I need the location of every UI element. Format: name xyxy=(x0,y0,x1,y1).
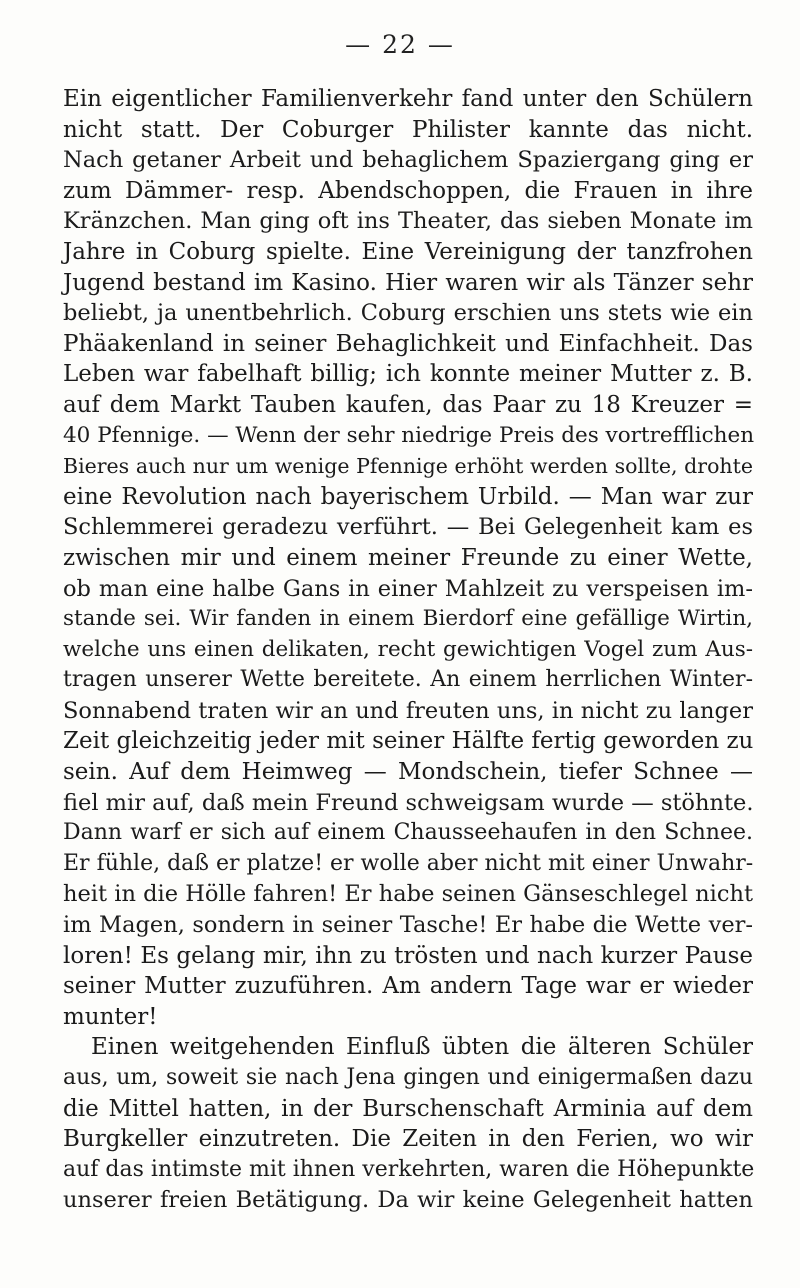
text-line: Sonnabend traten wir an und freuten uns, in nicht zu langer xyxy=(63,697,753,724)
text-line: Burgkeller einzutreten. Die Zeiten in den Ferien, wo wir xyxy=(63,1126,753,1153)
text-line: aus, um, soweit sie nach Jena gingen und einigermaßen dazu xyxy=(63,1065,753,1090)
text-line-paragraph-end: munter! xyxy=(63,1003,158,1030)
text-line: die Mittel hatten, in der Burschenschaft Arminia auf dem xyxy=(63,1095,753,1122)
text-line: Nach getaner Arbeit und behaglichem Spaziergang ging er xyxy=(63,147,753,174)
text-line: auf das intimste mit ihnen verkehrten, waren die Höhepunkte xyxy=(63,1156,755,1182)
text-line-paragraph-start: Einen weitgehenden Einfluß übten die älteren Schüler xyxy=(91,1034,753,1061)
text-line: Leben war fabelhaft billig; ich konnte meiner Mutter z. B. xyxy=(63,361,753,388)
text-line: sein. Auf dem Heimweg — Mondschein, tiefer Schnee — xyxy=(63,759,753,786)
text-line: Schlemmerei geradezu verführt. — Bei Gelegenheit kam es xyxy=(63,514,753,541)
text-line: stande sei. Wir fanden in einem Bierdorf eine gefällige Wirtin, xyxy=(63,606,753,632)
text-line: loren! Es gelang mir, ihn zu trösten und nach kurzer Pause xyxy=(63,942,753,969)
body-text xyxy=(63,84,753,1216)
text-line: nicht statt. Der Coburger Philister kannte das nicht. xyxy=(63,116,753,143)
text-line: Zeit gleichzeitig jeder mit seiner Hälfte fertig geworden zu xyxy=(63,728,754,755)
page-number: — 22 — xyxy=(345,30,455,59)
text-line: seiner Mutter zuzuführen. Am andern Tage war er wieder xyxy=(63,973,753,1000)
text-line: zwischen mir und einem meiner Freunde zu einer Wette, xyxy=(63,544,753,571)
text-line: eine Revolution nach bayerischem Urbild. — Man war zur xyxy=(63,483,753,510)
text-line: fiel mir auf, daß mein Freund schweigsam wurde — stöhnte. xyxy=(63,789,754,816)
text-line: unserer freien Betätigung. Da wir keine Gelegenheit hatten xyxy=(63,1187,753,1214)
text-line: 40 Pfennige. — Wenn der sehr niedrige Preis des vortrefflichen xyxy=(63,422,755,448)
text-line: zum Dämmer- resp. Abendschoppen, die Frauen in ihre xyxy=(63,177,753,204)
text-line: Bieres auch nur um wenige Pfennige erhöht werden sollte, drohte xyxy=(63,454,753,479)
text-line: auf dem Markt Tauben kaufen, das Paar zu 18 Kreuzer = xyxy=(63,391,753,418)
text-line: ob man eine halbe Gans in einer Mahlzeit zu verspeisen im- xyxy=(63,575,753,602)
text-line: Jugend bestand im Kasino. Hier waren wir als Tänzer sehr xyxy=(63,269,753,296)
text-line: welche uns einen delikaten, recht gewichtigen Vogel zum Aus- xyxy=(63,636,753,662)
text-line: Jahre in Coburg spielte. Eine Vereinigung der tanzfrohen xyxy=(63,238,753,265)
text-line: Phäakenland in seiner Behaglichkeit und Einfachheit. Das xyxy=(63,330,753,357)
text-line: Er fühle, daß er platze! er wolle aber nicht mit einer Unwahr- xyxy=(63,850,754,876)
text-line: Dann warf er sich auf einem Chausseehaufen in den Schnee. xyxy=(63,820,753,846)
text-line: tragen unserer Wette bereitete. An einem herrlichen Winter- xyxy=(63,667,753,693)
text-line: heit in die Hölle fahren! Er habe seinen Gänseschlegel nicht xyxy=(63,881,753,908)
text-line: Ein eigentlicher Familienverkehr fand unter den Schülern xyxy=(63,86,753,112)
text-line: beliebt, ja unentbehrlich. Coburg erschien uns stets wie ein xyxy=(63,300,753,327)
text-line: Kränzchen. Man ging oft ins Theater, das sieben Monate im xyxy=(63,208,753,235)
text-line: im Magen, sondern in seiner Tasche! Er habe die Wette ver- xyxy=(63,912,753,939)
